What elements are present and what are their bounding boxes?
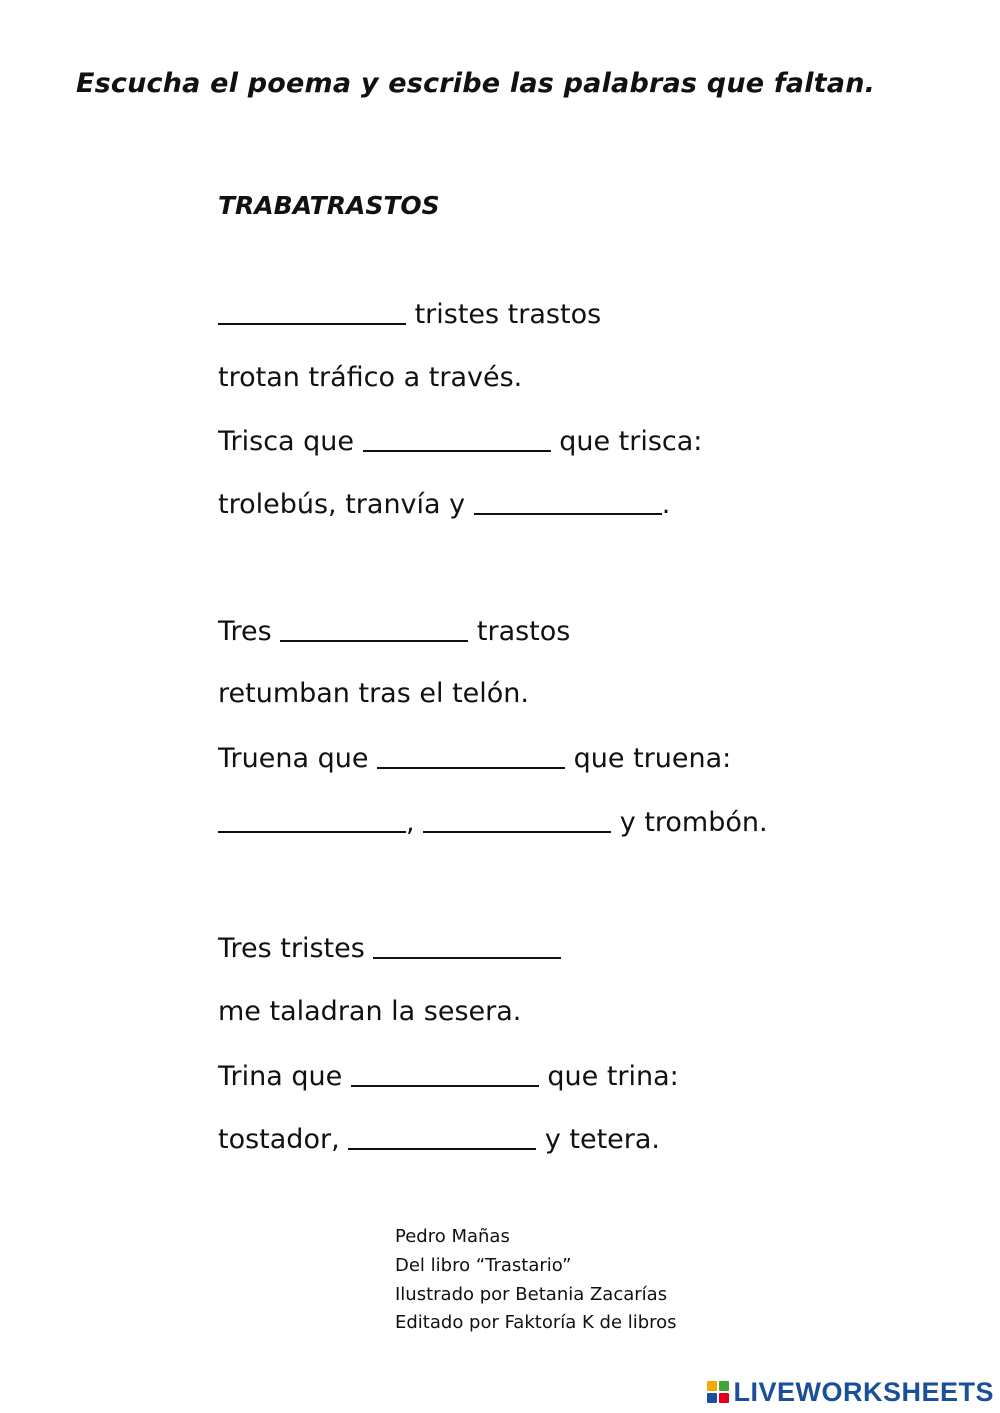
credit-publisher: Editado por Faktoría K de libros [395,1312,677,1333]
blank-input[interactable] [377,743,565,769]
poem-line [218,1059,679,1094]
blank-input[interactable] [363,426,551,452]
liveworksheets-logo-icon [707,1381,729,1403]
line-text-before: trolebús, tranvía y [218,489,474,520]
line-text-after: y trombón. [611,807,768,838]
line-text-after: trastos [468,616,571,647]
instruction-text: Escucha el poema y escribe las palabras que faltan. [76,68,876,99]
blank-input[interactable] [474,489,662,515]
blank-input[interactable] [348,1124,536,1150]
line-text-after: que trisca: [550,426,703,457]
poem-line [218,424,702,459]
line-text-before: Tres tristes [218,933,374,964]
poem-line [218,741,731,776]
blank-input[interactable] [351,1061,539,1087]
blank-input[interactable] [218,807,406,833]
line-text-before: Tres [218,616,281,647]
line-text-before: Trisca que [218,426,363,457]
poem-line [218,297,601,332]
logo-text: LIVEWORKSHEETS [733,1376,994,1407]
credits-block [395,1222,677,1337]
poem-line [218,614,570,649]
logo-square [719,1381,729,1391]
poem-line [218,361,522,395]
credit-illustrator: Ilustrado por Betania Zacarías [395,1284,668,1305]
line-text-before: tostador, [218,1124,349,1155]
line-text-after: que trina: [538,1061,679,1092]
line-text: me taladran la sesera. [218,996,522,1027]
line-text: retumban tras el telón. [218,678,529,709]
line-text-mid: , [406,807,424,838]
credit-book: Del libro “Trastario” [395,1255,572,1276]
blank-input[interactable] [373,933,561,959]
line-text-after: y tetera. [536,1124,661,1155]
credit-author: Pedro Mañas [395,1226,510,1247]
line-text-before: Trina que [218,1061,351,1092]
poem-line [218,1122,660,1157]
blank-input[interactable] [218,299,406,325]
logo-square [719,1393,729,1403]
logo-square [707,1381,717,1391]
line-text: trotan tráfico a través. [218,362,523,393]
poem-line [218,805,768,840]
poem-line [218,487,670,522]
blank-input[interactable] [280,616,468,642]
poem-line [218,677,529,711]
line-text-after: que truena: [565,743,732,774]
logo-square [707,1393,717,1403]
poem-line [218,931,561,966]
line-text-after: . [661,489,671,520]
poem-title: TRABATRASTOS [218,191,440,220]
line-text-after: tristes trastos [406,299,602,330]
blank-input[interactable] [423,807,611,833]
poem-line [218,995,521,1029]
liveworksheets-logo[interactable] [707,1377,994,1407]
line-text-before: Truena que [218,743,378,774]
